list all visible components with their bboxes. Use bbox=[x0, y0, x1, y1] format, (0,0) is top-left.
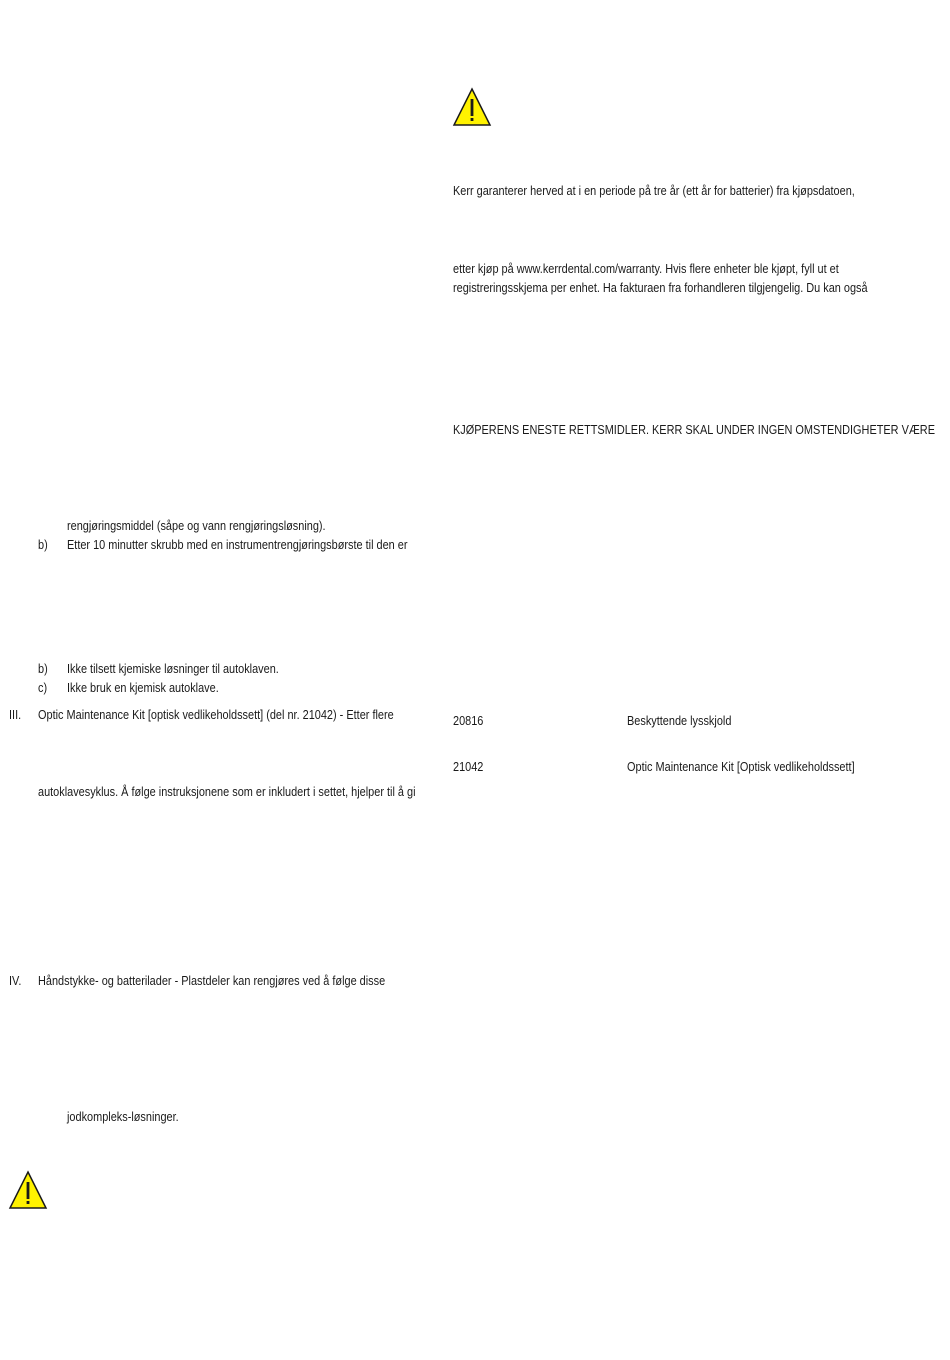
part-description: Optic Maintenance Kit [Optisk vedlikeholdssett] bbox=[627, 759, 855, 774]
warranty-text-line: etter kjøp på www.kerrdental.com/warranty. Hvis flere enheter ble kjøpt, fyll ut et bbox=[453, 261, 839, 276]
part-description: Beskyttende lysskjold bbox=[627, 713, 732, 728]
warranty-text-line: Kerr garanterer herved at i en periode på tre år (ett år for batterier) fra kjøpsdatoen, bbox=[453, 183, 855, 198]
iodine-text-line: jodkompleks-løsninger. bbox=[67, 1109, 179, 1124]
section-text-line: autoklavesyklus. Å følge instruksjonene som er inkludert i settet, hjelper til å gi bbox=[38, 784, 416, 799]
section-marker: III. bbox=[9, 707, 22, 722]
warning-triangle-icon bbox=[8, 1170, 48, 1210]
list-item-text: Ikke bruk en kjemisk autoklave. bbox=[67, 680, 219, 695]
part-number: 21042 bbox=[453, 759, 484, 774]
cleaning-text-line: rengjøringsmiddel (såpe og vann rengjøringsløsning). bbox=[67, 518, 326, 533]
list-marker: b) bbox=[38, 661, 48, 676]
warranty-text-line: registreringsskjema per enhet. Ha fakturaen fra forhandleren tilgjengelig. Du kan også bbox=[453, 280, 868, 295]
section-heading-text: Håndstykke- og batterilader - Plastdeler kan rengjøres ved å følge disse bbox=[38, 973, 386, 988]
warning-triangle-icon bbox=[452, 87, 492, 127]
list-item-text: Ikke tilsett kjemiske løsninger til autoklaven. bbox=[67, 661, 279, 676]
list-marker: c) bbox=[38, 680, 48, 695]
section-heading-text: Optic Maintenance Kit [optisk vedlikeholdssett] (del nr. 21042) - Etter flere bbox=[38, 707, 394, 722]
list-marker: b) bbox=[38, 537, 48, 552]
list-item-text: Etter 10 minutter skrubb med en instrumentrengjøringsbørste til den er bbox=[67, 537, 408, 552]
part-number: 20816 bbox=[453, 713, 484, 728]
remedies-text-line: KJØPERENS ENESTE RETTSMIDLER. KERR SKAL UNDER INGEN OMSTENDIGHETER VÆRE bbox=[453, 422, 935, 437]
section-marker: IV. bbox=[9, 973, 22, 988]
